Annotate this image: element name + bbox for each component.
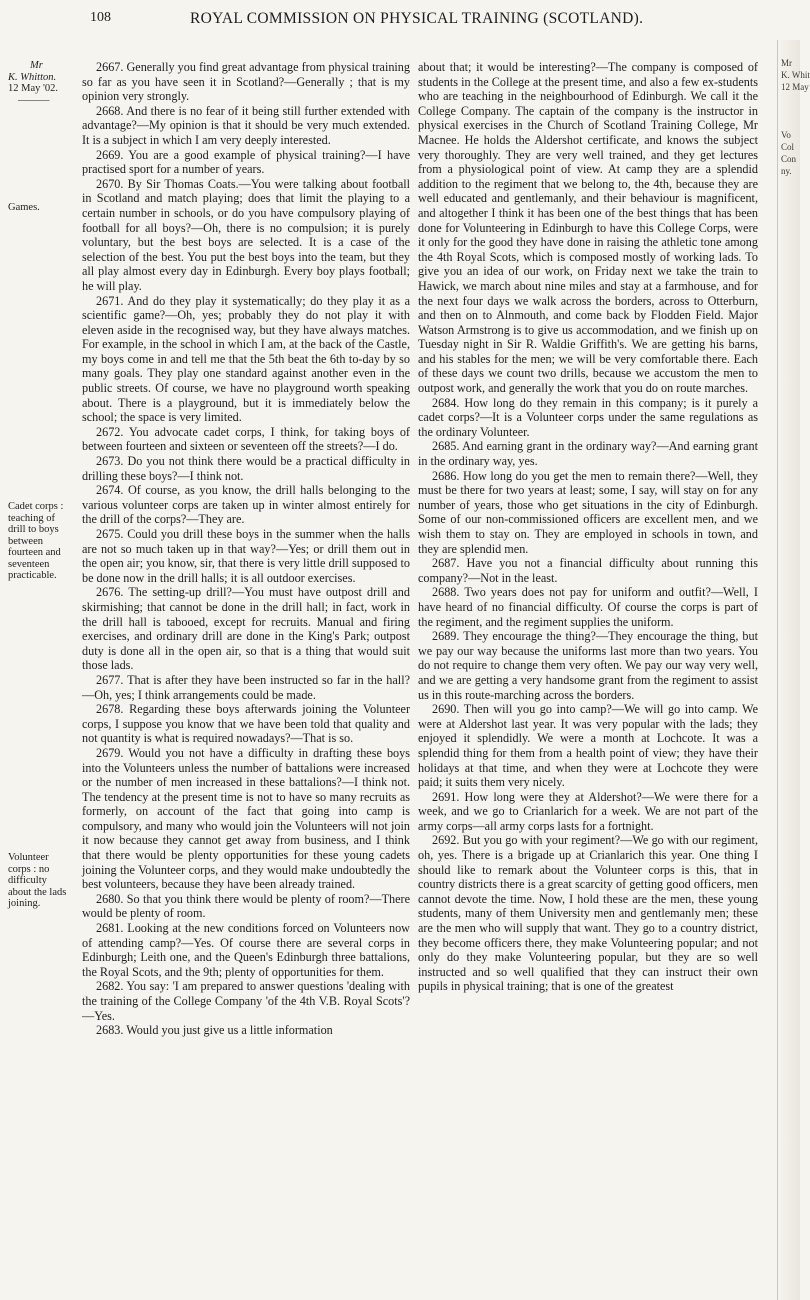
sidenote-line: corps : no xyxy=(8,863,50,875)
sidenote-line: teaching of xyxy=(8,512,55,524)
paragraph: 2688. Two years does not pay for uniform and outfit?—Well, I have heard of no financial difficulty. Of course the corps is part of the regiment, and the regiment supplies the uniform. xyxy=(418,585,758,629)
sidenote-witness-title: Mr xyxy=(30,60,43,71)
edge-fragment: K. Whit xyxy=(781,70,810,80)
paragraph: 2682. You say: 'I am prepared to answer questions 'dealing with the training of the College Company 'of the 4th V.B. Royal Scots'?—Yes. xyxy=(82,979,410,1023)
paragraph: 2669. You are a good example of physical training?—I have practised sport for a number of years. xyxy=(82,147,410,177)
sidenote-witness-name: K. Whitton. xyxy=(8,71,57,83)
edge-fragment: 12 May xyxy=(781,82,809,92)
sidenote-line: between xyxy=(8,535,43,547)
paragraph: 2685. And earning grant in the ordinary way?—And earning grant in the ordinary way, yes. xyxy=(418,439,758,469)
page-number: 108 xyxy=(90,10,111,25)
paragraph: 2680. So that you think there would be plenty of room?—There would be plenty of room. xyxy=(82,891,410,921)
sidenote-line: joining. xyxy=(8,898,41,909)
sidenote-line: practicable. xyxy=(8,570,57,581)
paragraph: 2670. By Sir Thomas Coats.—You were talking about football in Scotland and match playing; does that limit the playing to a certain number in schools, or do you have compulsory playing of football for all boys?—Oh, there is no compulsion; it is purely voluntary, but the best boys are selected. It is a case of the selection of the best. You put the best boys into the team, but they all play almost every day in Edinburgh. Every boy plays football; he will play. xyxy=(82,176,410,293)
right-column xyxy=(418,60,758,994)
sidenote-volunteer xyxy=(8,852,66,910)
paragraph: 2674. Of course, as you know, the drill halls belonging to the various volunteer corps are taken up in winter almost entirely for the drill of the corps?—They are. xyxy=(82,483,410,527)
sidenote-dash: ——— xyxy=(18,94,50,106)
paragraph: 2678. Regarding these boys afterwards joining the Volunteer corps, I suppose you know that we have been told that quality and not quantity is what is required nowadays?—That is so. xyxy=(82,702,410,746)
paragraph: 2672. You advocate cadet corps, I think, for taking boys of between fourteen and sixteen or seventeen off the streets?—I do. xyxy=(82,424,410,454)
paragraph: 2668. And there is no fear of it being still further extended with advantage?—My opinion is that it should be very much extended. It is a subject in which I am very deeply interested. xyxy=(82,103,410,147)
sidenote-line: drill to boys xyxy=(8,524,59,535)
paragraph: 2689. They encourage the thing?—They encourage the thing, but we pay our way because the uniforms last more than two years. You do not require to change them very often. We pay our way very well, and we are getting a very handsome grant from the regiment to assist us in this route-marching across the borders. xyxy=(418,629,758,702)
sidenote-line: Cadet corps : xyxy=(8,501,64,512)
edge-fragment: Con xyxy=(781,154,797,164)
sidenote-line: about the lads xyxy=(8,886,67,898)
running-title: ROYAL COMMISSION ON PHYSICAL TRAINING (SCOTLAND). xyxy=(190,10,644,27)
paragraph: 2687. Have you not a financial difficulty about running this company?—Not in the least. xyxy=(418,556,758,585)
paragraph: 2667. Generally you find great advantage from physical training so far as you have seen it in Scotland?—Generally ; that is my opinion very strongly. xyxy=(82,60,410,104)
left-column xyxy=(82,60,410,1038)
paragraph: 2673. Do you not think there would be a practical difficulty in drilling these boys?—I think not. xyxy=(82,454,410,483)
paragraph: 2679. Would you not have a difficulty in drafting these boys into the Volunteers unless the number of battalions were increased or the number of men increased in these battalions?—I think not. The tendency at the present time is not to have so many recruits as formerly, on account of the fact that going into camp is compulsory, and many who would join the Volunteers will not join it now because they cannot get away from business, and I think that there would be plenty opportunities for these young cadets joining the Volunteer corps, and they would make undoubtedly the best volunteers, because they have been already trained. xyxy=(82,745,410,892)
paragraph: 2681. Looking at the new conditions forced on Volunteers now of attending camp?—Yes. Of course there are several corps in Edinburgh; Leith one, and the Queen's Edinburgh three battalions, the Royal Scots, and the 9th; plenty of opportunities for them. xyxy=(82,921,410,979)
edge-fragment: Mr xyxy=(781,58,792,68)
sidenote-games xyxy=(8,202,40,214)
sidenote-cadet xyxy=(8,501,63,582)
sidenote-line: Volunteer xyxy=(8,852,49,863)
sidenote-line: difficulty xyxy=(8,875,47,886)
paragraph: about that; it would be interesting?—The company is composed of students in the College at the present time, and also a few ex-students who are teaching in the neighbourhood of Edinburgh. We call it the College Company. The captain of the company is the instructor in physical exercises in the Church of Scotland Training College, Mr Macnee. He holds the Aldershot certificate, and knows the subject very thoroughly. They are very well trained, and they get lectures from a physiological point of view. At camp they are a splendid addition to the regiment that we belong to, the 4th, because they are well educated and gentlemanly, and their behaviour is magnificent, and altogether I think it has been one of the best things that has been done for Volunteering in Edinburgh to have this College Corps, were it only for the good they have done in raising the athletic tone among the 4th Royal Scots, which is composed mostly of working lads. To give you an idea of our work, on Friday next we take the train to Hawick, we march about nine miles and stay at a farmhouse, and for the next four days we walk across the borders, across to Otterburn, and then on to Alnmouth, and come back by Flodden Field. Major Watson Armstrong is to give us accommodation, and we finish up on Tuesday night in Sir R. Waldie Griffith's. We are getting his barns, and his stables for the men; we will be very comfortable there. Each of these days we count two drills, because we accustom the men to outpost work, and generally the work that you do on route marches. xyxy=(418,60,758,396)
paragraph: 2683. Would you just give us a little information xyxy=(96,1023,333,1038)
page-header xyxy=(60,6,780,32)
paragraph: 2677. That is after they have been instructed so far in the hall?—Oh, yes; I think arrangements could be made. xyxy=(82,672,410,702)
sidenote-witness xyxy=(8,60,58,106)
edge-fragment: Vo xyxy=(781,130,791,140)
edge-fragment: ny. xyxy=(781,166,792,176)
paragraph: 2675. Could you drill these boys in the summer when the halls are not so much taken up in that way?—Yes; or drill them out in the open air; you know, sir, that there is very little drill supposed to be done now in the drill halls; it is all outdoor exercises. xyxy=(82,527,410,585)
paragraph: 2676. The setting-up drill?—You must have outpost drill and skirmishing; that cannot be done in the drill hall; in fact, work in the drill hall is tabooed, except for recruits. Manual and firing exercises, and ordinary drill are done in the King's Park; outpost duty is done all in the open air, so that is a thing that would suit those lads. xyxy=(82,585,410,673)
paragraph: 2671. And do they play it systematically; do they play it as a scientific game?—Oh, yes; probably they do not play it with eleven aside in the recognised way, but they have always matches. For example, in the school in which I am, at the back of the Castle, my boys come in and tell me that the 5th beat the 6th to-day by so many goals. They play one standard against another even in the public streets. Of course, we have no playground worth speaking about. There is a playground, but it is immediately below the school; the space is very limited. xyxy=(82,293,410,425)
paragraph: 2686. How long do you get the men to remain there?—Well, they must be there for two years at least; some, I say, will stay on for any number of years, those who get situations in the city of Edinburgh. Some of our non-commissioned officers are excellent men, and we wish them to stay on. They are employed in schools in town, and they are splendid men. xyxy=(418,468,758,556)
adjacent-page-edge xyxy=(777,40,810,1300)
sidenote-date: 12 May '02. xyxy=(8,83,59,94)
paragraph: 2691. How long were they at Aldershot?—We were there for a week, and we go to Crianlarich for a week. We are not part of the army corps—all army corps lasts for a fortnight. xyxy=(418,789,758,833)
paragraph: 2684. How long do they remain in this company; is it purely a cadet corps?—It is a Volunteer corps under the same regulations as the ordinary Volunteer. xyxy=(418,395,758,439)
sidenote-games-label: Games. xyxy=(8,202,40,213)
paragraph: 2690. Then will you go into camp?—We will go into camp. We were at Aldershot last year. It was very popular with the lads; they enjoyed it splendidly. We were a month at Lochcote. It was a splendid thing for them from a health point of view; they have their holidays at that time, and when they were at Lochcote they were paid; it suits them very nicely. xyxy=(418,702,758,790)
sidenote-line: seventeen xyxy=(8,558,50,570)
sidenote-line: fourteen and xyxy=(8,547,61,558)
edge-fragment: Col xyxy=(781,142,795,152)
paragraph: 2692. But you go with your regiment?—We go with our regiment, oh, yes. There is a brigade up at Crianlarich this year. One thing I should like to remark about the Volunteer corps is this, that in country districts there is a great scarcity of getting good officers, men cannot devote the time. Now, I hold these are the men, these young students, many of them University men and gentlemanly men; these are the men who will supply that want. They go to a country district, they become officers there, they make Volunteering popular; and not only do they make Volunteering popular, but they are so well instructed and so well qualified that they can instruct their own pupils in physical training; that is one of the greatest xyxy=(418,833,758,994)
